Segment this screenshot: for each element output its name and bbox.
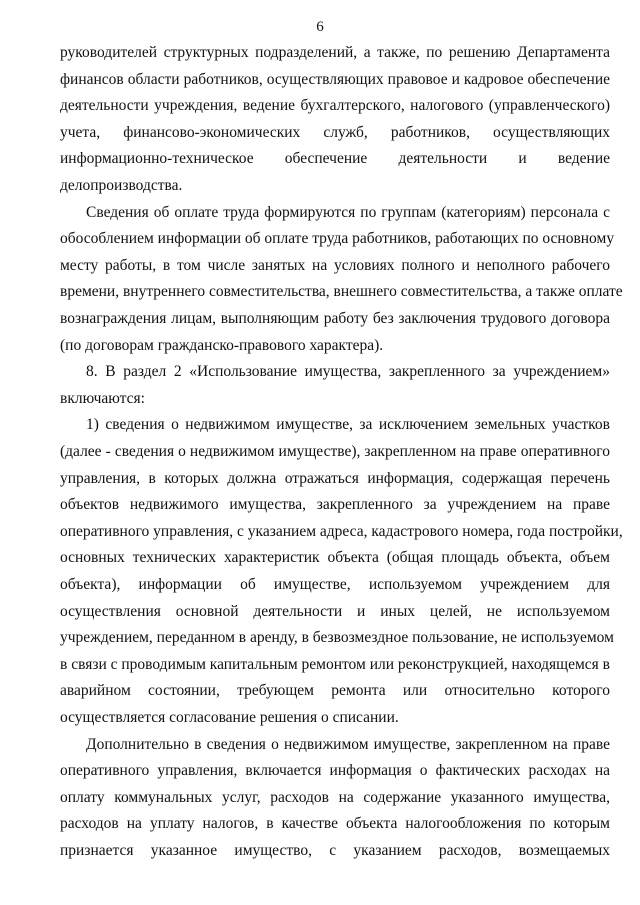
text-line: (далее - сведения о недвижимом имуществе), закрепленном на праве оперативного	[60, 443, 610, 460]
text-line: вознаграждения лицам, выполняющим работу без заключения трудового договора	[60, 310, 610, 327]
text-line: деятельности учреждения, ведение бухгалтерского, налогового (управленческого)	[60, 97, 610, 115]
text-line: осуществления основной деятельности и иных целей, не используемом	[60, 602, 610, 620]
text-line: финансов области работников, осуществляющих правовое и кадровое обеспечение	[60, 70, 610, 88]
text-line: времени, внутреннего совместительства, внешнего совместительства, а также оплате	[60, 283, 623, 301]
text-line: оперативного управления, с указанием адреса, кадастрового номера, года постройки,	[60, 522, 623, 540]
text-line: 1) сведения о недвижимом имуществе, за исключением земельных участков	[86, 416, 610, 434]
text-line: расходов на уплату налогов, в качестве объекта налогообложения по которым	[60, 815, 610, 833]
text-line: в связи с проводимым капитальным ремонтом или реконструкцией, находящемся в	[60, 655, 610, 673]
page-number: 6	[316, 19, 324, 35]
text-line: месту работы, в том числе занятых на условиях полного и неполного рабочего	[60, 256, 610, 274]
text-line: учреждением, переданном в аренду, в безвозмездное пользование, не используемом	[60, 629, 614, 647]
text-line: информационно-техническое обеспечение деятельности и ведение	[60, 150, 610, 168]
text-line: учета, финансово-экономических служб, работников, осуществляющих	[60, 123, 610, 141]
text-line: включаются:	[60, 389, 145, 407]
text-line: Дополнительно в сведения о недвижимом имуществе, закрепленном на праве	[86, 735, 610, 753]
text-line: оплату коммунальных услуг, расходов на содержание указанного имущества,	[60, 788, 610, 806]
text-line: объектов недвижимого имущества, закрепленного за учреждением на праве	[60, 496, 610, 514]
text-line: основных технических характеристик объекта (общая площадь объекта, объем	[60, 549, 610, 567]
text-line: руководителей структурных подразделений, а также, по решению Департамента	[60, 44, 610, 61]
text-line: признается указанное имущество, с указанием расходов, возмещаемых	[60, 842, 610, 859]
text-line: Сведения об оплате труда формируются по группам (категориям) персонала с	[86, 203, 610, 221]
text-line: делопроизводства.	[60, 177, 183, 194]
text-line: аварийном состоянии, требующем ремонта или относительно которого	[60, 682, 610, 700]
text-line: объекта), информации об имуществе, используемом учреждением для	[60, 576, 610, 593]
text-line: (по договорам гражданско-правового характера).	[60, 336, 384, 354]
text-line: осуществляется согласование решения о списании.	[60, 709, 399, 726]
text-line: управления, в которых должна отражаться информация, содержащая перечень	[60, 469, 610, 487]
text-line: оперативного управления, включается информация о фактических расходах на	[60, 762, 610, 780]
text-line: 8. В раздел 2 «Использование имущества, закрепленного за учреждением»	[86, 363, 610, 381]
text-line: обособлением информации об оплате труда работников, работающих по основному	[60, 230, 615, 248]
